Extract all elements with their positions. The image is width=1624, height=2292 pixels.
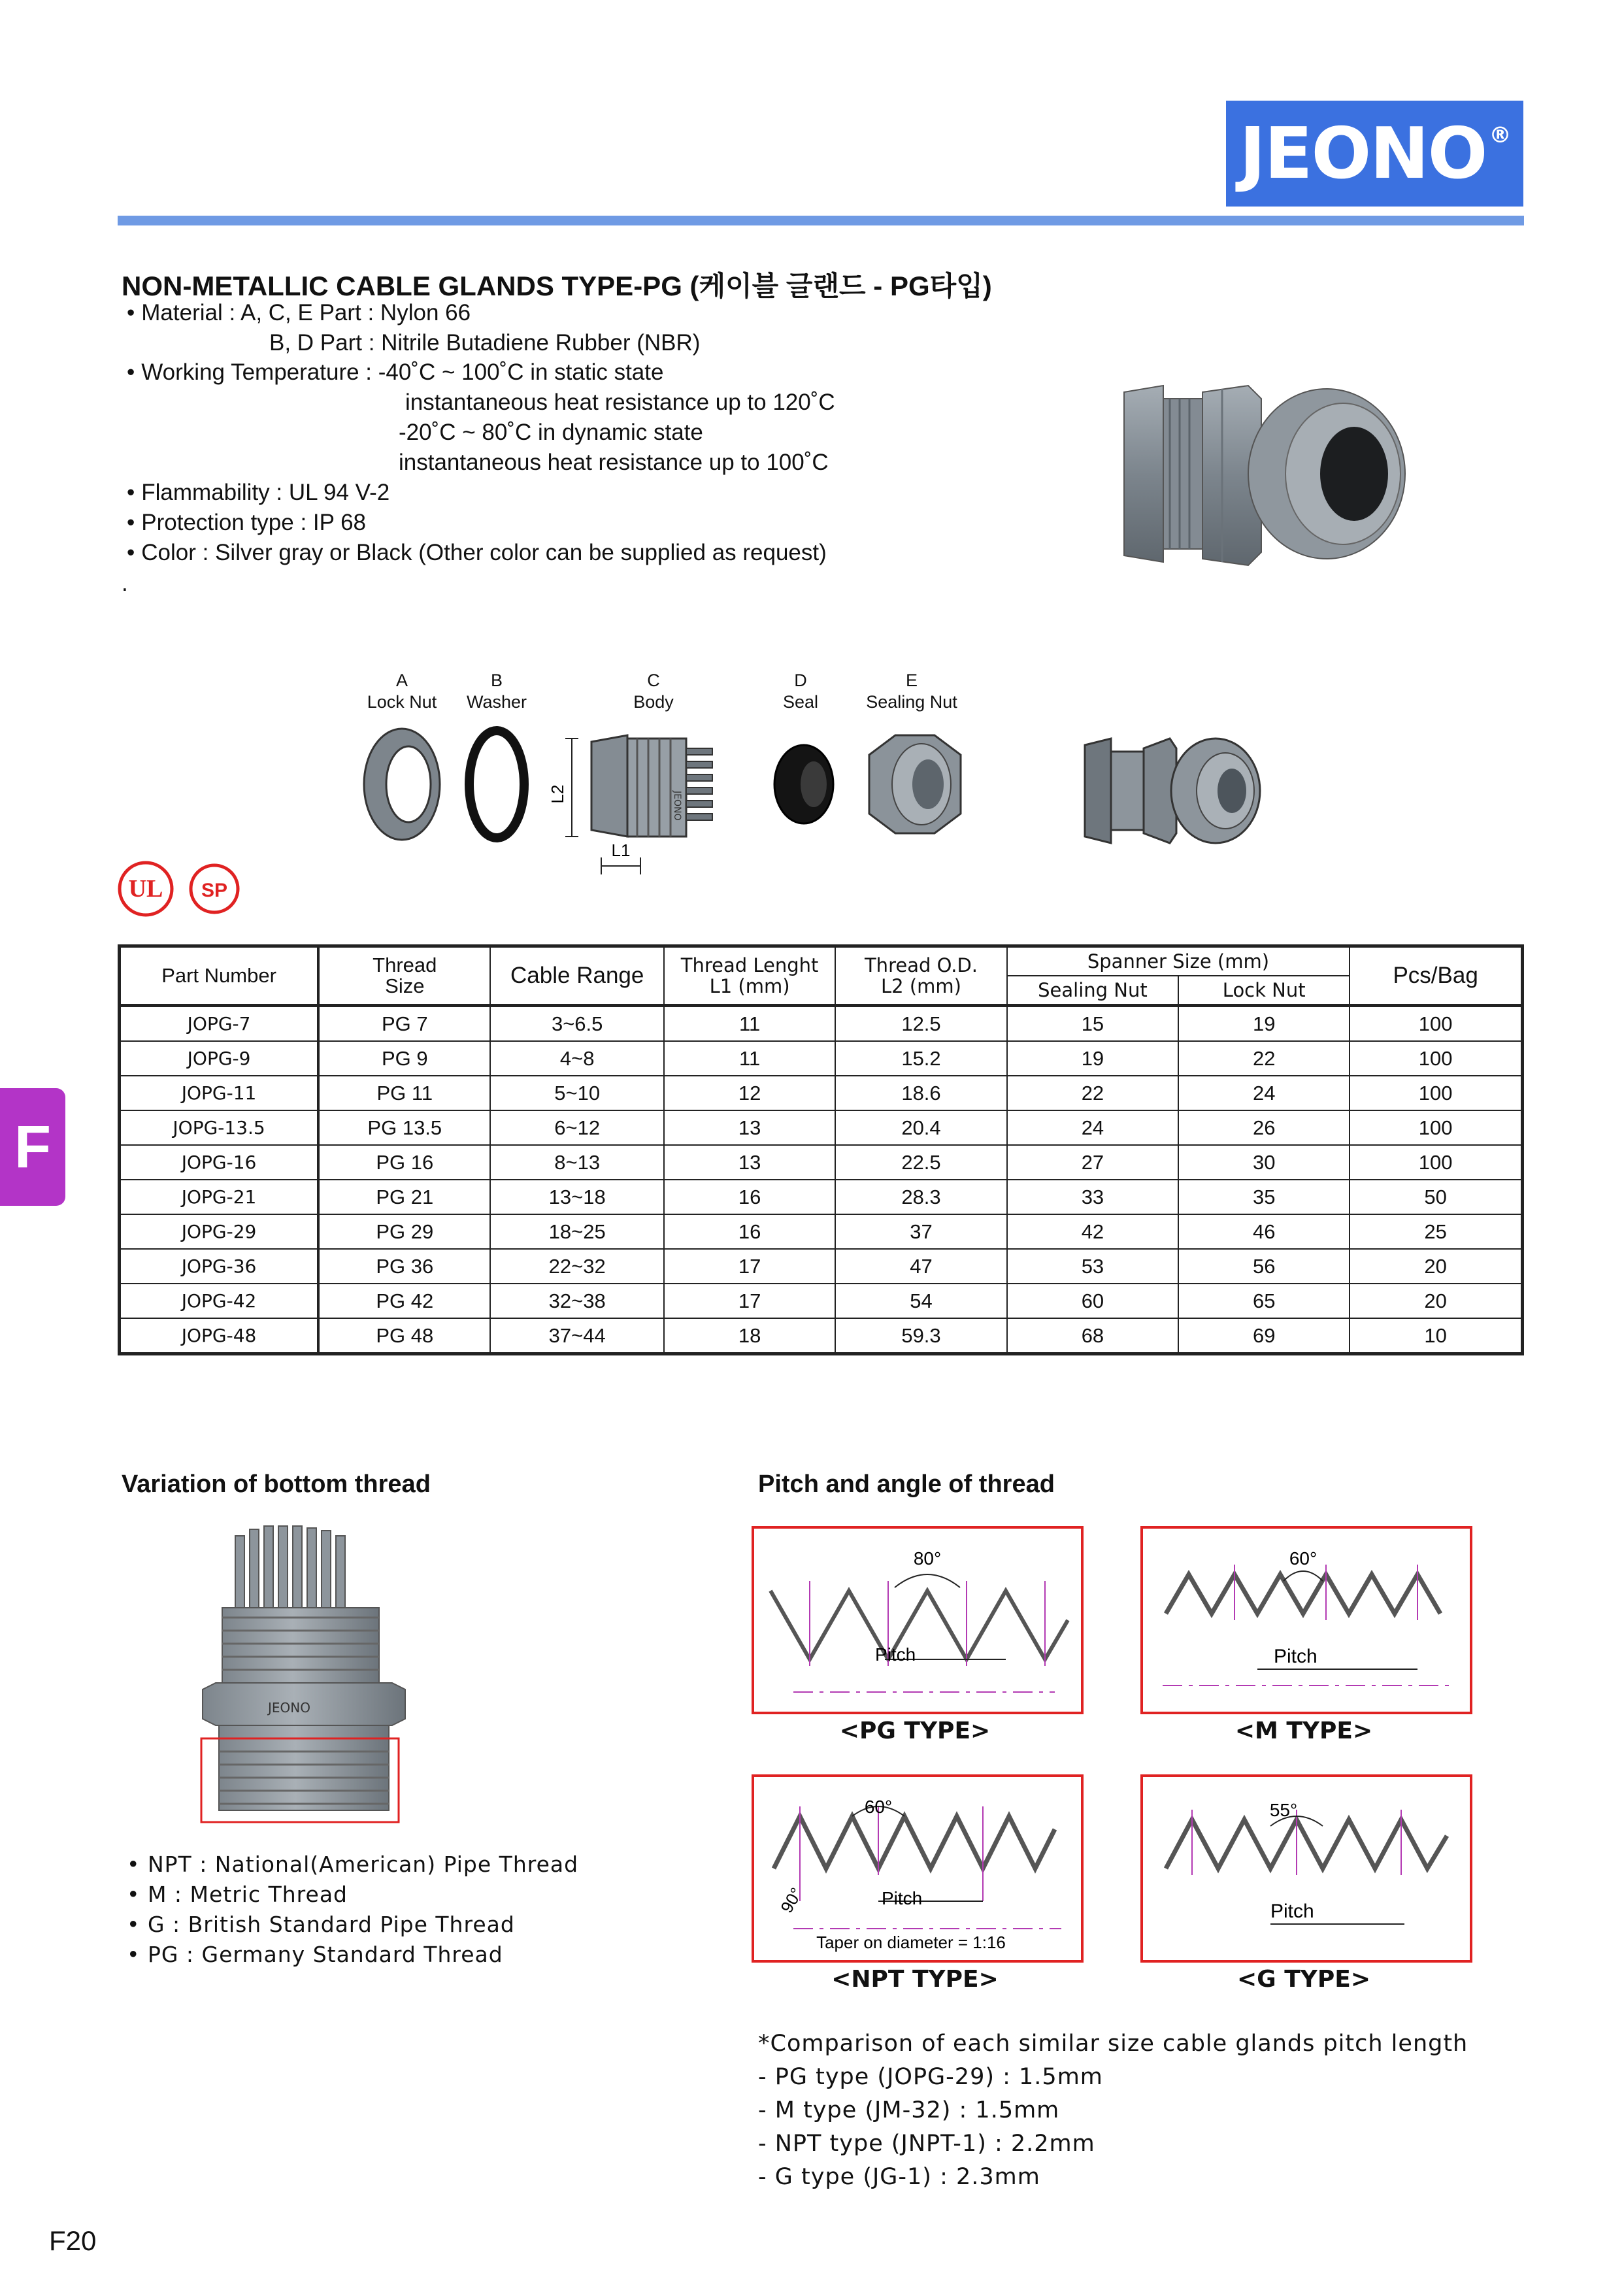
spec-material-2: B, D Part : Nitrile Butadiene Rubber (NBR) xyxy=(269,330,701,356)
section-tab: F xyxy=(0,1088,65,1206)
table-row xyxy=(120,1145,1523,1180)
component-name-a: Lock Nut xyxy=(367,692,437,712)
cell-lock-nut: 19 xyxy=(1178,1006,1350,1042)
list-item: - G type (JG-1) : 2.3mm xyxy=(758,2164,1040,2190)
spec-temperature-2: instantaneous heat resistance up to 120˚C xyxy=(405,390,835,415)
list-item: - PG type (JOPG-29) : 1.5mm xyxy=(758,2064,1103,2090)
comparison-heading: *Comparison of each similar size cable glands pitch length xyxy=(758,2031,1468,2057)
cell-cable-range: 5~10 xyxy=(490,1076,663,1110)
list-item: • M : Metric Thread xyxy=(127,1882,348,1907)
cell-pcs-bag: 25 xyxy=(1350,1214,1522,1249)
component-name-e: Sealing Nut xyxy=(866,692,957,712)
cell-thread-size: PG 48 xyxy=(318,1318,490,1354)
cell-lock-nut: 26 xyxy=(1178,1110,1350,1145)
cell-lock-nut: 22 xyxy=(1178,1041,1350,1076)
cell-lock-nut: 35 xyxy=(1178,1180,1350,1214)
component-letter-a: A xyxy=(395,671,408,690)
cell-pcs-bag: 20 xyxy=(1350,1284,1522,1318)
lock-nut-part xyxy=(364,729,440,840)
cell-thread-od: 12.5 xyxy=(835,1006,1006,1042)
page-number: F20 xyxy=(49,2225,97,2256)
component-name-d: Seal xyxy=(782,692,819,712)
csa-mark-icon xyxy=(191,865,238,912)
spec-temperature-4: instantaneous heat resistance up to 100˚C xyxy=(399,450,829,475)
svg-text:SP: SP xyxy=(201,880,228,901)
variation-list xyxy=(127,1850,578,1970)
spec-flammability: • Flammability : UL 94 V-2 xyxy=(127,478,389,508)
list-item: • PG : Germany Standard Thread xyxy=(127,1942,503,1967)
pg-angle-label: 80° xyxy=(913,1548,942,1569)
exploded-parts-diagram xyxy=(353,719,1301,882)
comparison-list xyxy=(758,2061,1103,2194)
cell-thread-length: 11 xyxy=(664,1006,835,1042)
cell-thread-size: PG 7 xyxy=(318,1006,490,1042)
cell-thread-size: PG 36 xyxy=(318,1249,490,1284)
cell-sealing-nut: 42 xyxy=(1007,1214,1178,1249)
g-angle-label: 55° xyxy=(1269,1800,1298,1820)
body-mark: JEONO xyxy=(672,791,682,821)
npt-type-label: <NPT TYPE> xyxy=(831,1966,999,1993)
cell-cable-range: 8~13 xyxy=(490,1145,663,1180)
cell-cable-range: 32~38 xyxy=(490,1284,663,1318)
seal-part xyxy=(774,745,833,823)
pitch-heading: Pitch and angle of thread xyxy=(758,1470,1055,1498)
component-label-b xyxy=(451,670,542,713)
component-letter-e: E xyxy=(905,671,918,690)
list-item: • NPT : National(American) Pipe Thread xyxy=(127,1852,579,1877)
cell-part-number: JOPG-16 xyxy=(120,1145,319,1180)
table-row xyxy=(120,1180,1523,1214)
spec-dot: . xyxy=(122,571,128,596)
spec-temperature: • Working Temperature : -40˚C ~ 100˚C in static state xyxy=(127,357,663,388)
cell-part-number: JOPG-21 xyxy=(120,1180,319,1214)
brand-name: JEONO xyxy=(1239,112,1487,195)
header-thread-length: Thread Lenght L1 (mm) xyxy=(664,946,835,1006)
cell-thread-size: PG 9 xyxy=(318,1041,490,1076)
list-item: • G : British Standard Pipe Thread xyxy=(127,1912,515,1937)
washer-part xyxy=(469,731,524,838)
page-title: NON-METALLIC CABLE GLANDS TYPE-PG (케이블 글랜드 - PG타입) xyxy=(122,271,992,301)
npt-taper-label: Taper on diameter = 1:16 xyxy=(816,1933,1006,1952)
table-row xyxy=(120,1041,1523,1076)
cell-thread-od: 22.5 xyxy=(835,1145,1006,1180)
cell-thread-length: 17 xyxy=(664,1284,835,1318)
table-row xyxy=(120,1110,1523,1145)
bottom-thread-illustration xyxy=(196,1523,418,1836)
cell-sealing-nut: 33 xyxy=(1007,1180,1178,1214)
cell-pcs-bag: 100 xyxy=(1350,1145,1522,1180)
cell-pcs-bag: 100 xyxy=(1350,1006,1522,1042)
registered-mark: ® xyxy=(1489,122,1510,148)
component-name-b: Washer xyxy=(466,692,527,712)
cell-thread-length: 13 xyxy=(664,1110,835,1145)
table-row xyxy=(120,1076,1523,1110)
cell-cable-range: 3~6.5 xyxy=(490,1006,663,1042)
cell-lock-nut: 69 xyxy=(1178,1318,1350,1354)
cell-part-number: JOPG-7 xyxy=(120,1006,319,1042)
specification-table xyxy=(118,944,1524,1355)
cell-thread-od: 18.6 xyxy=(835,1076,1006,1110)
ul-mark-icon xyxy=(120,863,172,915)
header-rule xyxy=(118,216,1524,225)
cell-pcs-bag: 100 xyxy=(1350,1076,1522,1110)
cell-thread-size: PG 16 xyxy=(318,1145,490,1180)
cell-thread-size: PG 11 xyxy=(318,1076,490,1110)
cell-sealing-nut: 60 xyxy=(1007,1284,1178,1318)
pg-pitch-label: Pitch xyxy=(875,1644,916,1665)
sealing-nut-part xyxy=(869,735,961,833)
cell-thread-od: 47 xyxy=(835,1249,1006,1284)
header-thread-od: Thread O.D. L2 (mm) xyxy=(835,946,1006,1006)
cell-thread-size: PG 13.5 xyxy=(318,1110,490,1145)
component-label-d xyxy=(758,670,843,713)
cell-thread-length: 13 xyxy=(664,1145,835,1180)
cell-cable-range: 37~44 xyxy=(490,1318,663,1354)
cell-pcs-bag: 100 xyxy=(1350,1041,1522,1076)
svg-text:UL: UL xyxy=(128,875,163,903)
cell-sealing-nut: 19 xyxy=(1007,1041,1178,1076)
header-sealing-nut: Sealing Nut xyxy=(1007,976,1178,1006)
header-thread-size: Thread Size xyxy=(318,946,490,1006)
spec-material: • Material : A, C, E Part : Nylon 66 xyxy=(127,298,471,328)
cell-lock-nut: 46 xyxy=(1178,1214,1350,1249)
list-item: - M type (JM-32) : 1.5mm xyxy=(758,2097,1060,2123)
header-cable-range: Cable Range xyxy=(490,946,663,1006)
g-pitch-label: Pitch xyxy=(1270,1901,1314,1922)
cell-sealing-nut: 22 xyxy=(1007,1076,1178,1110)
variation-heading: Variation of bottom thread xyxy=(122,1470,431,1498)
cell-part-number: JOPG-9 xyxy=(120,1041,319,1076)
brand-logo xyxy=(1226,101,1523,207)
cell-pcs-bag: 20 xyxy=(1350,1249,1522,1284)
cell-cable-range: 22~32 xyxy=(490,1249,663,1284)
cell-lock-nut: 65 xyxy=(1178,1284,1350,1318)
cell-thread-length: 18 xyxy=(664,1318,835,1354)
pg-type-label: <PG TYPE> xyxy=(839,1718,991,1744)
component-label-e xyxy=(850,670,974,713)
pg-thread-diagram xyxy=(752,1526,1084,1714)
component-letter-c: C xyxy=(647,671,660,690)
cell-thread-od: 54 xyxy=(835,1284,1006,1318)
cell-thread-length: 16 xyxy=(664,1214,835,1249)
table-row xyxy=(120,1214,1523,1249)
list-item: - NPT type (JNPT-1) : 2.2mm xyxy=(758,2131,1095,2157)
cell-thread-size: PG 21 xyxy=(318,1180,490,1214)
cell-thread-od: 59.3 xyxy=(835,1318,1006,1354)
cell-thread-length: 16 xyxy=(664,1180,835,1214)
header-spanner-size: Spanner Size (mm) xyxy=(1007,946,1350,976)
cell-part-number: JOPG-13.5 xyxy=(120,1110,319,1145)
cell-lock-nut: 24 xyxy=(1178,1076,1350,1110)
cell-part-number: JOPG-29 xyxy=(120,1214,319,1249)
header-lock-nut: Lock Nut xyxy=(1178,976,1350,1006)
cell-sealing-nut: 53 xyxy=(1007,1249,1178,1284)
cell-cable-range: 4~8 xyxy=(490,1041,663,1076)
table-row xyxy=(120,1284,1523,1318)
cell-cable-range: 13~18 xyxy=(490,1180,663,1214)
cell-cable-range: 6~12 xyxy=(490,1110,663,1145)
component-letter-d: D xyxy=(794,671,807,690)
cell-pcs-bag: 10 xyxy=(1350,1318,1522,1354)
cell-thread-od: 28.3 xyxy=(835,1180,1006,1214)
m-pitch-label: Pitch xyxy=(1274,1646,1317,1667)
product-photo xyxy=(1111,366,1412,582)
cell-thread-size: PG 29 xyxy=(318,1214,490,1249)
cell-part-number: JOPG-42 xyxy=(120,1284,319,1318)
dimension-l1: L1 xyxy=(611,840,631,860)
table-row xyxy=(120,1006,1523,1042)
g-type-label: <G TYPE> xyxy=(1236,1966,1370,1993)
cell-part-number: JOPG-36 xyxy=(120,1249,319,1284)
cell-sealing-nut: 24 xyxy=(1007,1110,1178,1145)
assembled-gland xyxy=(1085,739,1260,843)
cell-sealing-nut: 68 xyxy=(1007,1318,1178,1354)
body-part xyxy=(591,735,712,837)
npt-pitch-label: Pitch xyxy=(882,1888,923,1908)
cell-thread-od: 37 xyxy=(835,1214,1006,1249)
dimension-l2: L2 xyxy=(548,784,567,804)
npt-side-angle-label: 90° xyxy=(776,1884,806,1916)
cell-thread-size: PG 42 xyxy=(318,1284,490,1318)
header-pcs-bag: Pcs/Bag xyxy=(1350,946,1522,1006)
cell-thread-od: 15.2 xyxy=(835,1041,1006,1076)
cell-part-number: JOPG-48 xyxy=(120,1318,319,1354)
spec-temperature-3: -20˚C ~ 80˚C in dynamic state xyxy=(399,420,703,445)
npt-thread-diagram xyxy=(752,1774,1084,1963)
component-label-c xyxy=(605,670,703,713)
m-thread-diagram xyxy=(1140,1526,1472,1714)
cell-part-number: JOPG-11 xyxy=(120,1076,319,1110)
cell-lock-nut: 56 xyxy=(1178,1249,1350,1284)
cell-thread-od: 20.4 xyxy=(835,1110,1006,1145)
spec-protection: • Protection type : IP 68 xyxy=(127,508,366,538)
component-name-c: Body xyxy=(633,692,674,712)
cell-sealing-nut: 27 xyxy=(1007,1145,1178,1180)
cell-thread-length: 11 xyxy=(664,1041,835,1076)
certification-marks xyxy=(116,856,254,922)
header-part-number: Part Number xyxy=(120,946,319,1006)
table-row xyxy=(120,1318,1523,1354)
thread-body-mark: JEONO xyxy=(268,1700,310,1716)
cell-thread-length: 17 xyxy=(664,1249,835,1284)
component-letter-b: B xyxy=(490,671,503,690)
m-angle-label: 60° xyxy=(1289,1548,1317,1569)
cell-pcs-bag: 100 xyxy=(1350,1110,1522,1145)
cell-thread-length: 12 xyxy=(664,1076,835,1110)
g-thread-diagram xyxy=(1140,1774,1472,1963)
cell-sealing-nut: 15 xyxy=(1007,1006,1178,1042)
cell-pcs-bag: 50 xyxy=(1350,1180,1522,1214)
spec-color: • Color : Silver gray or Black (Other color can be supplied as request) xyxy=(127,538,827,568)
table-row xyxy=(120,1249,1523,1284)
cell-lock-nut: 30 xyxy=(1178,1145,1350,1180)
npt-angle-label: 60° xyxy=(864,1797,893,1817)
cell-cable-range: 18~25 xyxy=(490,1214,663,1249)
component-label-a xyxy=(353,670,451,713)
m-type-label: <M TYPE> xyxy=(1235,1718,1373,1744)
